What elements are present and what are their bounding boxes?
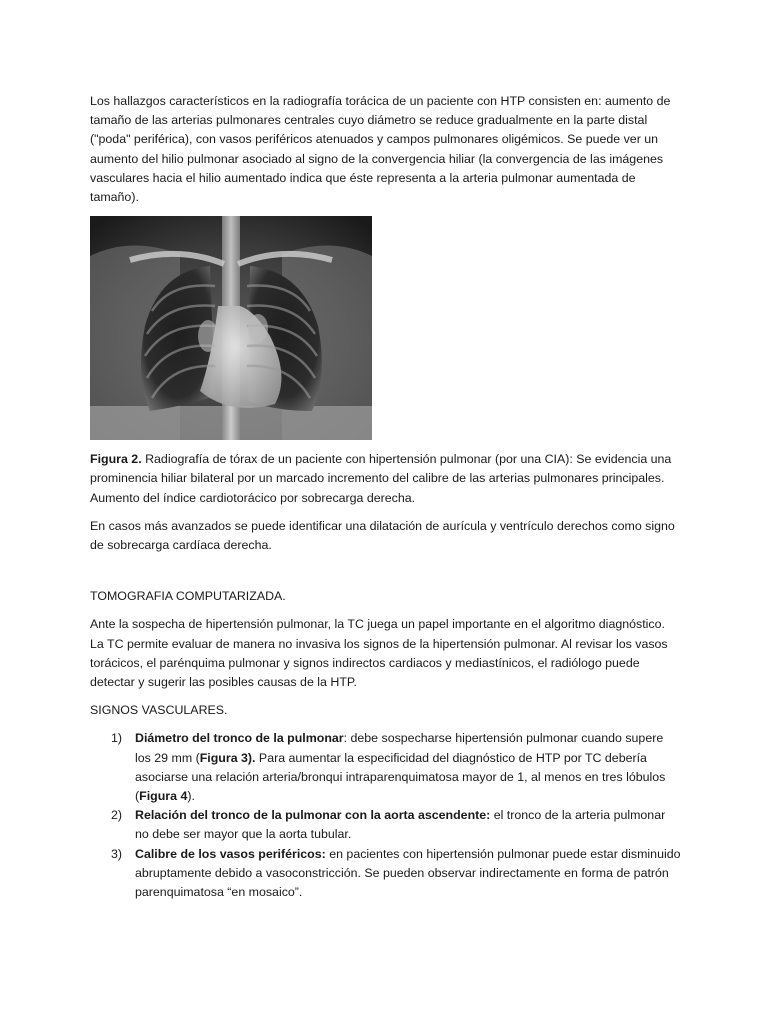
list-number: 1) — [111, 731, 123, 746]
list-item-text: : debe sospecharse hipertensión pulmonar cuando supere los 29 mm ( — [135, 731, 664, 765]
list-item-text: el tronco de la arteria pulmonar no debe ser mayor que la aorta tubular. — [135, 808, 666, 842]
tc-paragraph: Ante la sospecha de hipertensión pulmonar, la TC juega un papel importante en el algoritmo diagnóstico. La TC permite evaluar de manera no invasiva los signos de la hipertensión pulmonar. Al revisar los vasos torácicos, el parénquima pulmonar y signos indirectos cardiacos y mediastínicos, el radiólogo puede detectar y sugerir las posibles causas de la HTP. — [90, 617, 668, 690]
chest-xray-image — [90, 216, 372, 440]
vascular-signs-list — [90, 729, 682, 902]
figure-caption-text: Radiografía de tórax de un paciente con hipertensión pulmonar (por una CIA): Se evidencia una prominencia hiliar bilateral por un marcado incremento del calibre de las arterias pulmonares principales. Aumento del índice cardiotorácico por sobrecarga derecha. — [90, 452, 672, 505]
list-number: 2) — [111, 808, 123, 823]
figure-reference: Figura 3). — [199, 750, 256, 765]
figure-reference: Figura 4 — [139, 789, 188, 804]
list-item-text: en pacientes con hipertensión pulmonar puede estar disminuido abruptamente debido a vasoconstricción. Se pueden observar indirectamente en forma de patrón parenquimatosa “en mosaico”. — [135, 846, 681, 900]
advanced-paragraph: En casos más avanzados se puede identificar una dilatación de aurícula y ventrículo derechos como signo de sobrecarga cardíaca derecha. — [90, 518, 675, 553]
list-item-bold: Calibre de los vasos periféricos: — [135, 846, 326, 861]
list-number: 3) — [111, 846, 123, 861]
list-item-bold: Relación del tronco de la pulmonar con la aorta ascendente: — [135, 808, 491, 823]
xray-illustration — [90, 216, 372, 440]
list-item — [90, 806, 682, 844]
document-page — [90, 92, 682, 902]
signs-heading: SIGNOS VASCULARES. — [90, 703, 228, 718]
list-item — [90, 729, 682, 806]
figure-label: Figura 2. — [90, 452, 142, 467]
list-item-text: ). — [187, 789, 195, 804]
list-item — [90, 845, 682, 903]
figure-caption — [90, 450, 682, 508]
intro-paragraph: Los hallazgos característicos en la radiografía torácica de un paciente con HTP consisten en: aumento de tamaño de las arterias pulmonares centrales cuyo diámetro se reduce gradualmente en la parte distal ("poda" periférica), con vasos periféricos atenuados y campos pulmonares oligémicos. Se puede ver un aumento del hilio pulmonar asociado al signo de la convergencia hiliar (la convergencia de las imágenes vasculares hacia el hilio aumentado indica que éste representa a la arteria pulmonar aumentada de tamaño). — [90, 94, 671, 205]
list-item-text: Para aumentar la especificidad del diagnóstico de HTP por TC debería asociarse una relación arteria/bronqui intraparenquimatosa mayor de 1, al menos en tres lóbulos ( — [135, 750, 666, 804]
list-item-bold: Diámetro del tronco de la pulmonar — [135, 731, 344, 746]
tc-heading: TOMOGRAFIA COMPUTARIZADA. — [90, 589, 286, 604]
